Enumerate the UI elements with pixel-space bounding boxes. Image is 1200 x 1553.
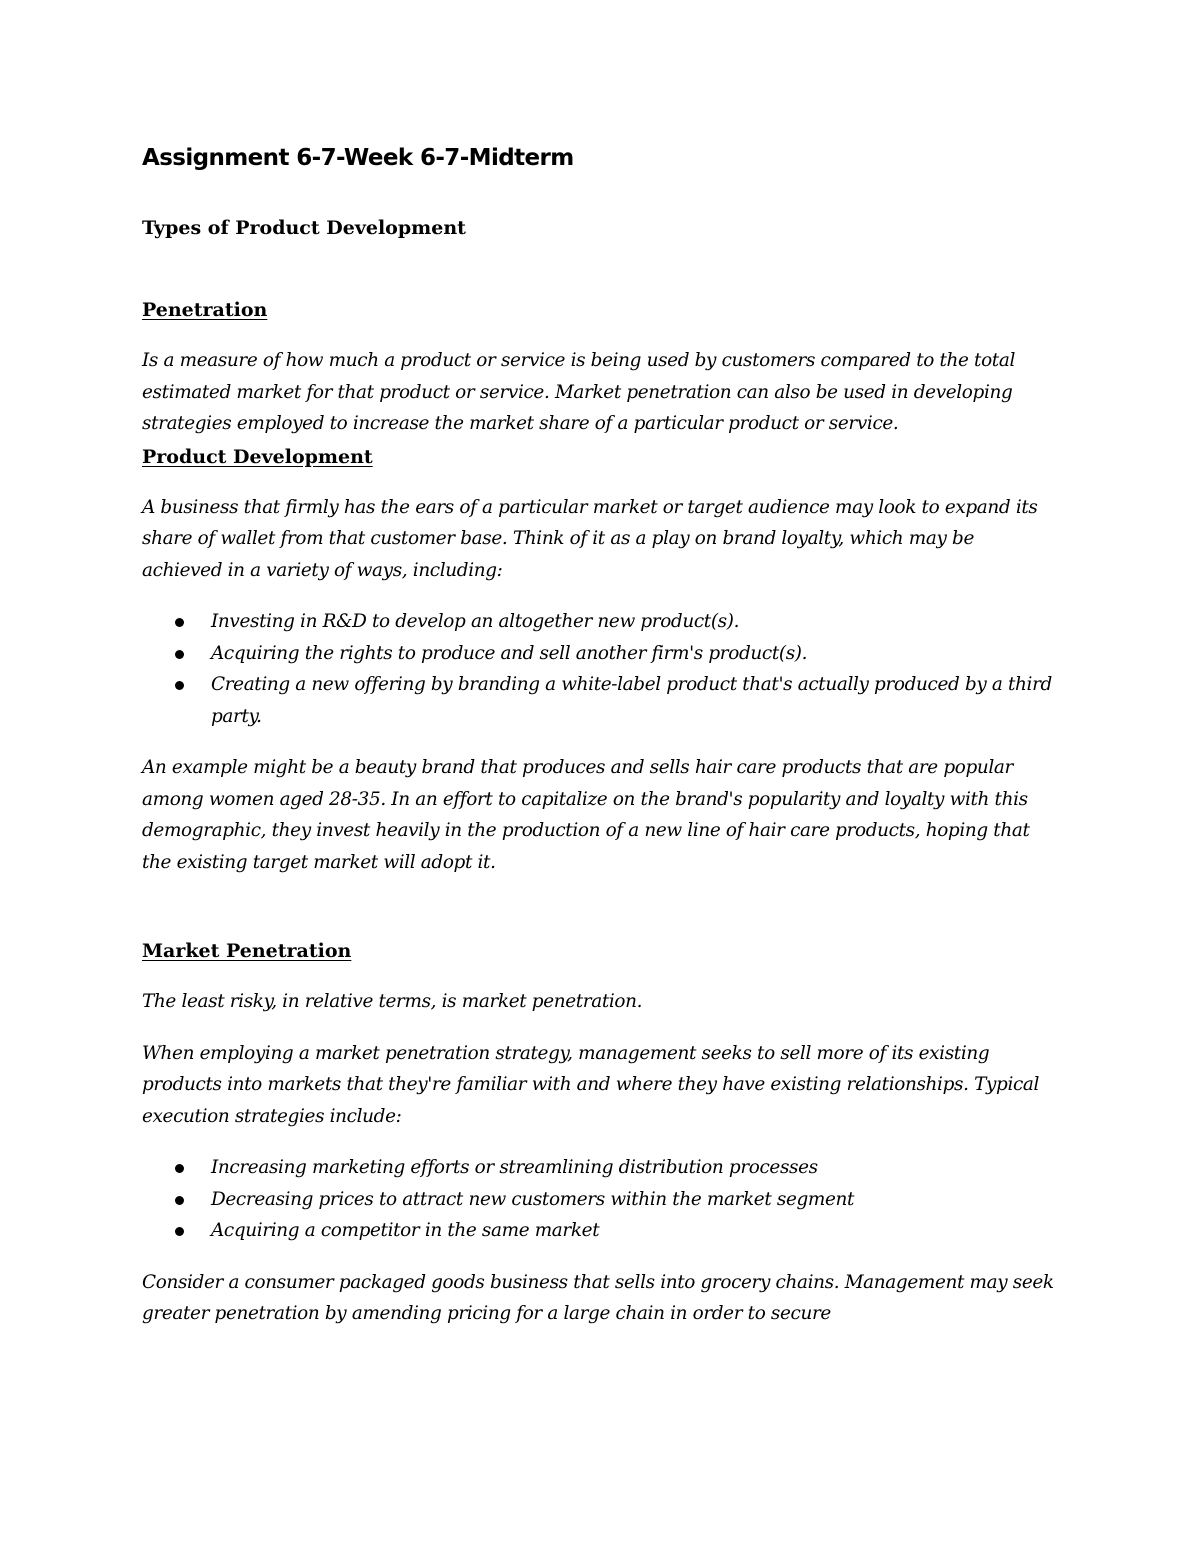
product-development-intro: A business that firmly has the ears of a particular market or target audience may look to expand its share of wallet from that customer base. Think of it as a play on brand loyalty, which may be achieved in a variety of ways, including: [142, 496, 1038, 581]
document-page [142, 140, 1057, 1330]
bullet-icon [175, 650, 184, 659]
bullet-icon [175, 1164, 184, 1173]
list-item-text: Increasing marketing efforts or streamlining distribution processes [211, 1157, 818, 1178]
document-title: Assignment 6-7-Week 6-7-Midterm [142, 145, 574, 171]
product-development-example: An example might be a beauty brand that produces and sells hair care products that are popular among women aged 28-35. In an effort to capitalize on the brand's popularity and loyalty with this demographic, they invest heavily in the production of a new line of hair care products, hoping that the existing target market will adopt it. [142, 757, 1030, 873]
list-item [142, 1152, 1057, 1184]
list-item-text: Acquiring a competitor in the same market [211, 1220, 600, 1241]
list-item [142, 606, 1057, 638]
document-subtitle: Types of Product Development [142, 217, 466, 239]
market-penetration-closing: Consider a consumer packaged goods business that sells into grocery chains. Management may seek greater penetration by amending pricing for a large chain in order to secure [142, 1271, 1054, 1324]
market-penetration-intro: The least risky, in relative terms, is market penetration. [142, 991, 643, 1012]
list-item-text: Acquiring the rights to produce and sell another firm's product(s). [211, 642, 808, 664]
list-item [142, 638, 1057, 670]
list-item [142, 669, 1057, 732]
list-item-text: Investing in R&D to develop an altogether new product(s). [211, 611, 740, 632]
bullet-icon [175, 1196, 184, 1205]
list-item-text: Creating a new offering by branding a white-label product that's actually produced by a third party. [211, 674, 1052, 727]
bullet-icon [175, 618, 184, 627]
list-item [142, 1215, 1057, 1247]
product-development-bullet-list [142, 606, 1057, 732]
list-item-text: Decreasing prices to attract new customers within the market segment [211, 1188, 855, 1210]
market-penetration-paragraph: When employing a market penetration strategy, management seeks to sell more of its existing products into markets that they're familiar with and where they have existing relationships. Typical execution strategies include: [142, 1042, 1040, 1127]
heading-product-development: Product Development [142, 445, 373, 468]
heading-penetration: Penetration [142, 299, 268, 321]
heading-market-penetration: Market Penetration [142, 940, 352, 962]
list-item [142, 1184, 1057, 1216]
bullet-icon [175, 1227, 184, 1236]
market-penetration-bullet-list [142, 1152, 1057, 1247]
bullet-icon [175, 681, 184, 690]
penetration-paragraph: Is a measure of how much a product or service is being used by customers compared to the total estimated market for that product or service. Market penetration can also be used in developing strategies employed to increase the market share of a particular product or service. [142, 350, 1015, 434]
